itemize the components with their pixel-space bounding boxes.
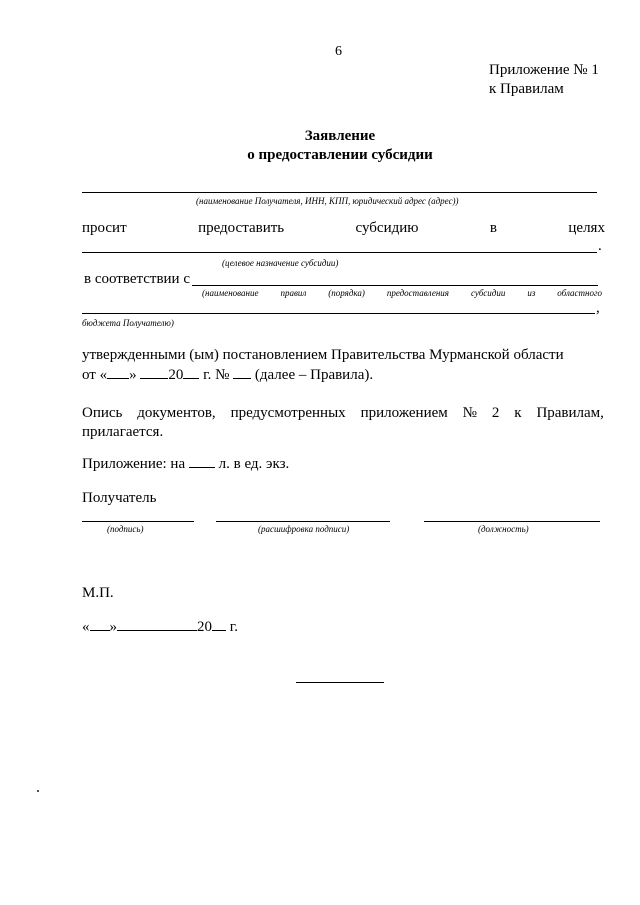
year-blank — [183, 366, 199, 379]
rules-field-line-2 — [82, 313, 595, 314]
recipient-caption: (наименование Получателя, ИНН, КПП, юридический адрес (адрес)) — [196, 196, 459, 206]
inventory-line-1: Опись документов, предусмотренных приложением № 2 к Правилам, — [82, 405, 604, 421]
appendix-line-2: к Правилам — [489, 81, 564, 97]
document-title: Заявление — [304, 128, 376, 144]
rules-caption: (наименование правил (порядка) предоставления субсидии из областного — [202, 288, 602, 298]
purpose-period: . — [598, 238, 602, 254]
decryption-caption: (расшифровка подписи) — [258, 524, 350, 534]
position-caption: (должность) — [478, 524, 529, 534]
inventory-line-2: прилагается. — [82, 424, 164, 440]
purpose-field-line — [82, 252, 597, 253]
word-v: в — [489, 220, 497, 236]
approval-date-line: от « » 20 г. № (далее – Правила). — [82, 367, 374, 383]
rules-caption-cont: бюджета Получателю) — [82, 318, 174, 328]
month-blank — [140, 366, 168, 379]
in-accordance-label: в соответствии с — [84, 271, 190, 287]
page-number: 6 — [335, 44, 342, 59]
final-date-line: « » 20 г. — [82, 619, 238, 635]
rules-field-line — [192, 285, 598, 286]
word-subsidiyu: субсидию — [355, 220, 419, 236]
attachment-line: Приложение: на л. в ед. экз. — [82, 456, 290, 472]
end-separator — [296, 682, 384, 683]
final-day-blank — [90, 618, 110, 631]
final-year-blank — [212, 618, 226, 631]
word-tselyakh: целях — [568, 220, 605, 236]
word-predostavit: предоставить — [198, 220, 285, 236]
purpose-caption: (целевое назначение субсидии) — [222, 258, 339, 268]
appendix-line-1: Приложение № 1 — [489, 62, 599, 78]
signature-caption: (подпись) — [107, 524, 144, 534]
final-month-blank — [117, 618, 197, 631]
number-blank — [233, 366, 251, 379]
signature-line — [82, 521, 194, 522]
recipient-label: Получатель — [82, 490, 157, 506]
day-blank — [107, 366, 129, 379]
recipient-field-line — [82, 192, 597, 193]
position-line — [424, 521, 600, 522]
scan-dot — [37, 790, 39, 792]
document-subtitle: о предоставлении субсидии — [247, 147, 433, 163]
decryption-line — [216, 521, 390, 522]
sheets-blank — [189, 455, 215, 468]
rules-comma: , — [596, 300, 600, 316]
word-prosit: просит — [82, 220, 127, 236]
approved-text: утвержденными (ым) постановлением Правительства Мурманской области — [82, 347, 564, 363]
request-line — [82, 219, 605, 237]
seal-label: М.П. — [82, 585, 114, 601]
